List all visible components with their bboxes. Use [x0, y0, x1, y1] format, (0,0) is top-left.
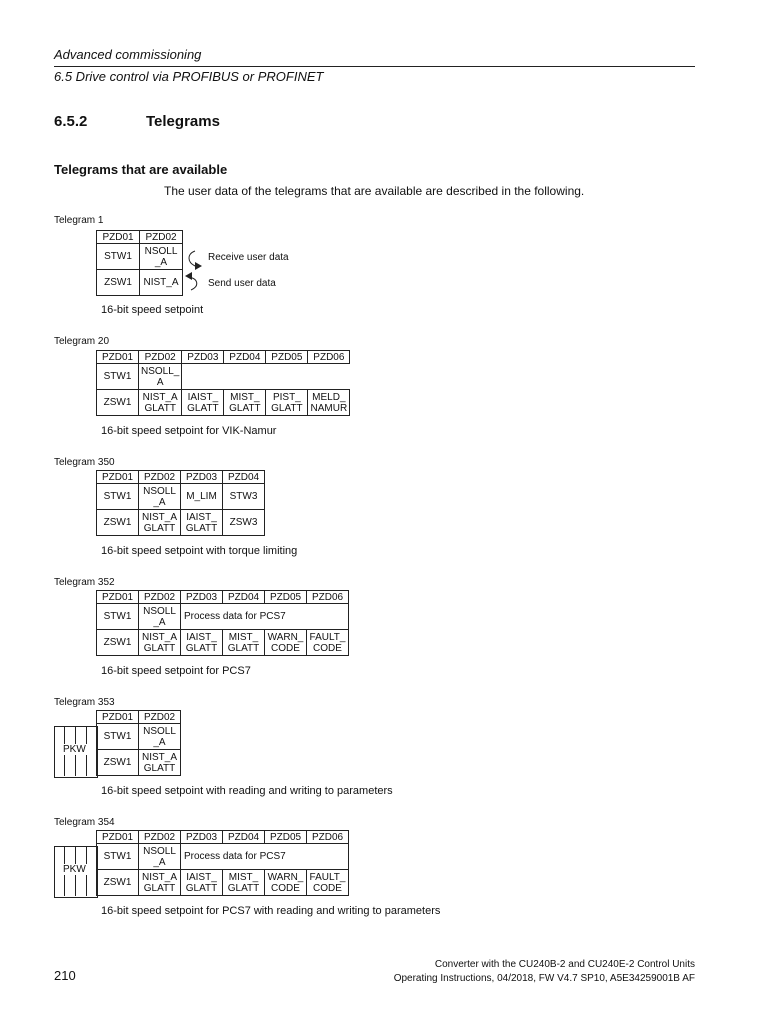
cell: PZD03	[181, 591, 223, 604]
cell: NIST_A GLATT	[139, 870, 181, 896]
cell: STW3	[223, 484, 265, 510]
cell: NSOLL _A	[139, 724, 181, 750]
cell: PZD01	[97, 591, 139, 604]
telegram-354-caption: 16-bit speed setpoint for PCS7 with reading and writing to parameters	[101, 905, 441, 917]
cell: PZD01	[97, 351, 139, 364]
cell: PZD05	[265, 831, 307, 844]
cell: NIST_A	[140, 270, 183, 296]
cell: PZD02	[139, 471, 181, 484]
cell: NSOLL _A	[139, 844, 181, 870]
cell: PZD01	[97, 231, 140, 244]
telegram-353-label: Telegram 353	[54, 697, 115, 708]
cell: NSOLL _A	[139, 604, 181, 630]
cell: PZD06	[307, 831, 349, 844]
cell: STW1	[97, 484, 139, 510]
cell: ZSW1	[97, 750, 139, 776]
cell: M_LIM	[181, 484, 223, 510]
telegram-354-label: Telegram 354	[54, 817, 115, 828]
cell: NSOLL_ A	[139, 364, 182, 390]
cell: PZD01	[97, 471, 139, 484]
header-rule	[54, 66, 695, 67]
telegram-353-table	[96, 710, 181, 776]
cell: PZD04	[224, 351, 266, 364]
cell: PZD04	[223, 471, 265, 484]
telegram-350-label: Telegram 350	[54, 457, 115, 468]
cell: NIST_A GLATT	[139, 630, 181, 656]
cell: ZSW1	[97, 510, 139, 536]
cell-empty	[182, 364, 350, 390]
process-data-cell: Process data for PCS7	[181, 604, 349, 630]
page-number: 210	[54, 968, 76, 983]
pkw-label: PKW	[63, 864, 86, 875]
telegram-353-caption: 16-bit speed setpoint with reading and writing to parameters	[101, 785, 393, 797]
cell: PZD02	[139, 831, 181, 844]
telegram-350-table	[96, 470, 265, 536]
section-number: 6.5.2	[54, 113, 88, 130]
cell: FAULT_ CODE	[307, 870, 349, 896]
section-header: 6.5 Drive control via PROFIBUS or PROFINET	[54, 69, 324, 84]
cell: MELD_ NAMUR	[308, 390, 350, 416]
telegram-1-caption: 16-bit speed setpoint	[101, 304, 204, 316]
cell: IAIST_ GLATT	[181, 870, 223, 896]
cell: IAIST_ GLATT	[181, 510, 223, 536]
pkw-label: PKW	[63, 744, 86, 755]
cell: PZD03	[181, 471, 223, 484]
section-title: Telegrams	[146, 113, 220, 130]
cell: PZD03	[181, 831, 223, 844]
telegram-352-caption: 16-bit speed setpoint for PCS7	[101, 665, 251, 677]
cell: PIST_ GLATT	[266, 390, 308, 416]
cell: STW1	[97, 724, 139, 750]
cell: STW1	[97, 364, 139, 390]
cell: NIST_A GLATT	[139, 750, 181, 776]
cell: MIST_ GLATT	[224, 390, 266, 416]
cell: IAIST_ GLATT	[182, 390, 224, 416]
cell: PZD02	[139, 591, 181, 604]
cell: PZD06	[308, 351, 350, 364]
cell: MIST_ GLATT	[223, 630, 265, 656]
cell: PZD01	[97, 831, 139, 844]
telegram-20-label: Telegram 20	[54, 336, 110, 347]
cell: ZSW1	[97, 390, 139, 416]
cell: STW1	[97, 244, 140, 270]
cell: WARN_ CODE	[265, 870, 307, 896]
chapter-header: Advanced commissioning	[54, 47, 202, 62]
cell: NSOLL _A	[140, 244, 183, 270]
cell: PZD04	[223, 591, 265, 604]
cell: FAULT_ CODE	[307, 630, 349, 656]
telegram-20-caption: 16-bit speed setpoint for VIK-Namur	[101, 425, 277, 437]
footer-document-info: Operating Instructions, 04/2018, FW V4.7 SP10, A5E34259001B AF	[393, 973, 695, 984]
cell: ZSW1	[97, 630, 139, 656]
telegram-1-label: Telegram 1	[54, 215, 104, 226]
cell: NSOLL _A	[139, 484, 181, 510]
telegram-352-table	[96, 590, 349, 656]
footer-product: Converter with the CU240B-2 and CU240E-2 Control Units	[434, 959, 695, 970]
cell: STW1	[97, 604, 139, 630]
cell: IAIST_ GLATT	[181, 630, 223, 656]
telegram-20-table	[96, 350, 350, 416]
telegram-352-label: Telegram 352	[54, 577, 115, 588]
cell: PZD02	[140, 231, 183, 244]
receive-send-arrows-icon	[183, 248, 205, 296]
intro-text: The user data of the telegrams that are available are described in the following.	[164, 184, 585, 198]
cell: PZD02	[139, 351, 182, 364]
telegram-350-caption: 16-bit speed setpoint with torque limiting	[101, 545, 298, 557]
cell: ZSW1	[97, 870, 139, 896]
cell: NIST_A GLATT	[139, 510, 181, 536]
cell: ZSW1	[97, 270, 140, 296]
cell: STW1	[97, 844, 139, 870]
cell: PZD05	[266, 351, 308, 364]
subheading: Telegrams that are available	[54, 162, 228, 177]
cell: NIST_A GLATT	[139, 390, 182, 416]
cell: PZD03	[182, 351, 224, 364]
telegram-1-table	[96, 230, 183, 296]
cell: PZD02	[139, 711, 181, 724]
telegram-354-table	[96, 830, 349, 896]
cell: PZD05	[265, 591, 307, 604]
send-user-data-label: Send user data	[208, 278, 276, 289]
cell: WARN_ CODE	[265, 630, 307, 656]
cell: MIST_ GLATT	[223, 870, 265, 896]
receive-user-data-label: Receive user data	[208, 252, 289, 263]
process-data-cell: Process data for PCS7	[181, 844, 349, 870]
cell: PZD06	[307, 591, 349, 604]
cell: ZSW3	[223, 510, 265, 536]
cell: PZD04	[223, 831, 265, 844]
cell: PZD01	[97, 711, 139, 724]
